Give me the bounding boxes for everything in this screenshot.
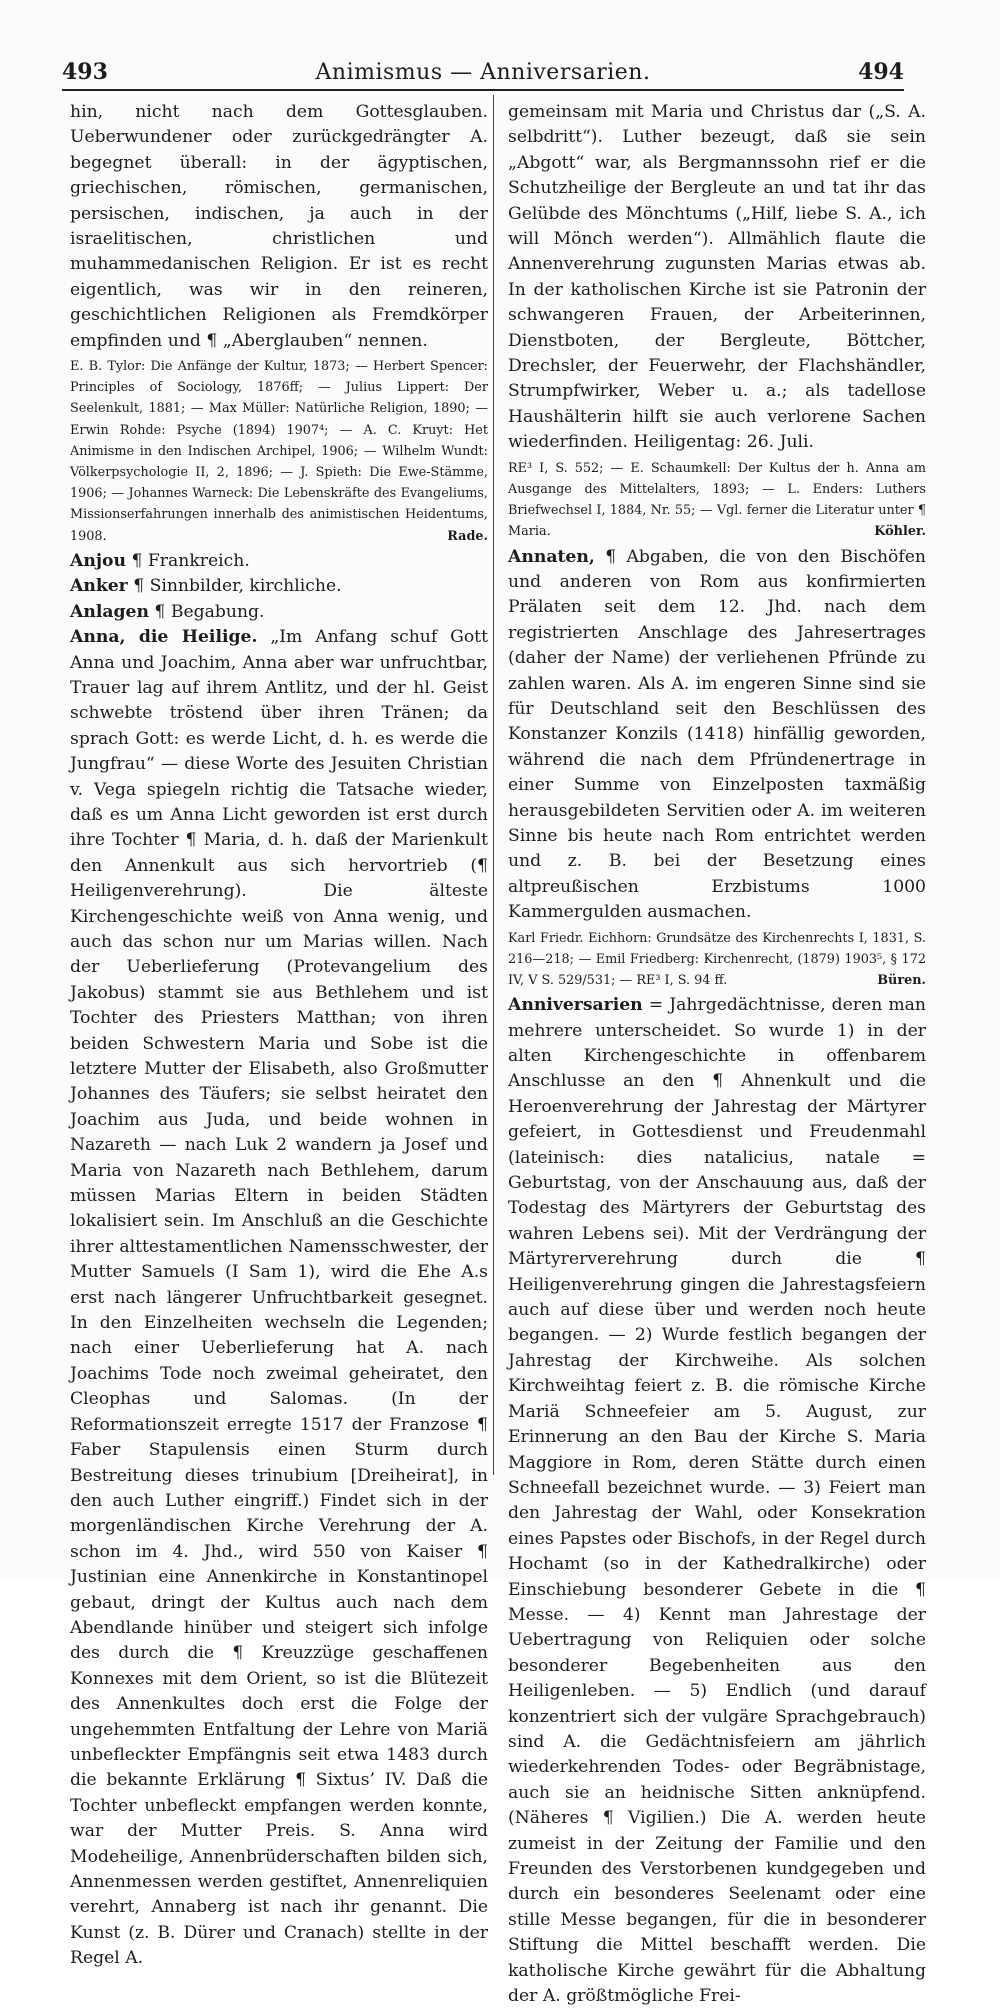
entry-annaten [508,545,926,926]
headword: Anjou [70,550,127,571]
entry-text: ¶ Sinnbilder, kirchliche. [127,576,342,597]
right-page-number: 494 [858,59,904,85]
headword: Anlagen [70,601,149,622]
entry-anker [70,574,488,599]
entry-text: ¶ Begabung. [148,601,265,622]
entry-anlagen [70,600,488,625]
anna-references [508,458,926,543]
anna-continuation: gemeinsam mit Maria und Christus dar („S. A. selbdritt“). Luther bezeugt, daß sie sein „Abgott“ war, als Bergmannssohn rief er die Schutzheilige der Bergleute an und tat ihr das Gelübde des Mönchtums („Hilf, liebe S. A., ich will Mönch werden“). Allmählich flaute die Annenverehrung zugunsten Marias etwas ab. In der katholischen Kirche ist sie Patronin der schwangeren Frauen, der Arbeiterinnen, Dienstboten, der Bergleute, Böttcher, Drechsler, der Feuerwehr, der Flachshändler, Strumpfwirker, Weber u. a.; als tadellose Haushälterin hilft sie auch verlorene Sachen wiederfinden. Heiligentag: 26. Juli. [508,102,926,453]
entry-anjou [70,549,488,574]
annaten-references [508,928,926,992]
running-title: Animismus — Anniversarien. [315,59,651,85]
right-column [508,100,926,2009]
column-divider [493,95,494,1475]
entry-text: „Im Anfang schuf Gott Anna und Joachim, Anna aber war unfruchtbar, Trauer lag auf ihrem Antlitz, und der hl. Geist schwebte tröstend über ihren Tränen; da sprach Gott: es werde Licht, d. h. es werde die Jungfrau“ — diese Worte des Jesuiten Christian v. Vega spiegeln richtig die Tatsache wieder, daß es um Anna Licht geworden ist erst durch ihre Tochter ¶ Maria, d. h. daß der Marienkult den Annenkult aus sich hervortrieb (¶ Heiligenverehrung). Die älteste Kirchengeschichte weiß von Anna wenig, und auch das schon nur um Marias willen. Nach der Ueberlieferung (Protevangelium des Jakobus) stammt sie aus Bethlehem und ist Tochter des Priesters Matthan; von ihren beiden Schwestern Maria und Sobe ist die letztere Mutter der Elisabeth, also Großmutter Johannes des Täufers; sie selbst heiratet den Joachim aus Juda, und beide wohnen in Nazareth — nach Luk 2 wandern ja Josef und Maria von Nazareth nach Bethlehem, darum müssen Marias Eltern in beiden Städten lokalisiert sein. Im Anschluß an die Geschichte ihrer alttestamentlichen Namensschwester, der Mutter Samuels (I Sam 1), wird die Ehe A.s erst nach längerer Unfruchtbarkeit gesegnet. In den Einzelheiten wechseln die Legenden; nach einer Ueberlieferung hat A. nach Joachims Tode noch zweimal geheiratet, den Cleophas und Salomas. (In der Reformationszeit erregte 1517 der Franzose ¶ Faber Stapulensis einen Sturm durch Bestreitung dieses trinubium [Dreiheirat], in den auch Luther eingriff.) Findet sich in der morgenländischen Kirche Verehrung der A. schon im 4. Jhd., wird 550 von Kaiser ¶ Justinian eine Annenkirche in Konstantinopel gebaut, dringt der Kultus auch nach dem Abendlande hinüber und steigert sich infolge des durch die ¶ Kreuzzüge geschaffenen Konnexes mit dem Orient, so ist die Blütezeit des Annenkultes doch erst die Folge der ungehemmten Entfaltung der Lehre von Mariä unbefleckter Empfängnis seit etwa 1483 durch die bekannte Erklärung ¶ Sixtus’ IV. Daß die Tochter unbefleckt empfangen werden konnte, war der Mutter Preis. S. Anna wird Modeheilige, Annenbrüderschaften bilden sich, Annenmessen werden gestiftet, Annenreliquien verehrt, Annaberg ist nach ihr genannt. Die Kunst (z. B. Dürer und Cranach) stellte in der Regel A. [70,627,488,1969]
entry-text: ¶ Frankreich. [126,550,250,571]
ref-text: E. B. Tylor: Die Anfänge der Kultur, 1873; — Herbert Spencer: Principles of Sociology, 1876ff; — Julius Lippert: Der Seelenkult, 1881; — Max Müller: Natürliche Religion, 1890; — Erwin Rohde: Psyche (1894) 1907⁴; — A. C. Kruyt: Het Animisme in den Indischen Archipel, 1906; — Wilhelm Wundt: Völkerpsychologie II, 2, 1896; — J. Spieth: Die Ewe-Stämme, 1906; — Johannes Warneck: Die Lebenskräfte des Evangeliums, Missionserfahrungen innerhalb des animistischen Heidentums, 1908. [70,359,488,544]
headword: Anker [70,576,128,597]
animismus-continuation: hin, nicht nach dem Gottesglauben. Ueberwundener oder zurückgedrängter A. begegnet überall: in der ägyptischen, griechischen, römischen, germanischen, persischen, indischen, ja auch in der israelitischen, christlichen und muhammedanischen Religion. Er ist es recht eigentlich, was wir in den reineren, geschichtlichen Religionen als Fremdkörper empfinden und ¶ „Aberglauben“ nennen. [70,102,488,351]
animismus-references [70,356,488,547]
headword: Anna, die Heilige. [70,627,258,648]
ref-text: RE³ I, S. 552; — E. Schaumkell: Der Kultus der h. Anna am Ausgange des Mittelalters, 1893; — L. Enders: Luthers Briefwechsel I, 1884, Nr. 55; — Vgl. ferner die Literatur unter ¶ Maria. [508,460,926,540]
headword: Anniversarien [508,995,643,1016]
author-signature: Büren. [877,973,926,988]
headword: Annaten, [508,546,595,567]
entry-text: = Jahrgedächtnisse, deren man mehrere unterscheidet. So wurde 1) in der alten Kirchengeschichte in offenbarem Anschlusse an den ¶ Ahnenkult und die Heroenverehrung der Jahrestag der Märtyrer gefeiert, in Gottesdienst und Freudenmahl (lateinisch: dies natalicius, natale = Geburtstag, von der Anschauung aus, daß der Todestag des Märtyrers der Geburtstag des wahren Lebens sei). Mit der Verdrängung der Märtyrerverehrung durch die ¶ Heiligenverehrung gingen die Jahrestagsfeiern auch auf diese über und werden noch heute begangen. — 2) Wurde festlich begangen der Jahrestag der Kirchweihe. Als solchen Kirchweihtag feiert z. B. die römische Kirche Mariä Schneefeier am 5. August, zur Erinnerung an den Bau der Kirche S. Maria Maggiore in Rom, deren Stätte durch einen Schneefall bezeichnet wurde. — 3) Feiert man den Jahrestag der Wahl, oder Konsekration eines Papstes oder Bischofs, in der Regel durch Hochamt (so in der Kathedralkirche) oder Einschiebung besonderer Gebete in die ¶ Messe. — 4) Kennt man Jahrestage der Uebertragung von Reliquien oder solche besonderer Begebenheiten aus den Heiligenleben. — 5) Endlich (und darauf konzentriert sich der vulgäre Sprachgebrauch) sind A. die Gedächtnisfeiern am jährlich wiederkehrenden Todes- oder Begräbnistage, auch sie an heidnische Sitten anknüpfend. (Näheres ¶ Vigilien.) Die A. werden heute zumeist in der Zeitung der Familie und den Freunden des Verstorbenen kundgegeben und durch ein besonderes Seelenamt oder eine stille Messe begangen, für die in besonderer Stiftung die Mittel beschafft werden. Die katholische Kirche gewährt für die Abhaltung der A. größtmögliche Frei- [508,995,926,2007]
running-header [62,55,904,91]
entry-anna [70,625,488,1972]
entry-anniversarien [508,993,926,2009]
left-column [70,100,488,1972]
author-signature: Köhler. [874,524,926,540]
author-signature: Rade. [447,528,488,544]
left-page-number: 493 [62,59,108,85]
entry-text: ¶ Abgaben, die von den Bischöfen und anderen von Rom aus konfirmierten Prälaten seit dem 12. Jhd. nach dem registrierten Anschlage des Jahresertrages (daher der Name) der verliehenen Pfründe zu zahlen waren. Als A. im engeren Sinne sind sie für Deutschland seit den Beschlüssen des Konstanzer Konzils (1418) hinfällig geworden, während die nach dem Pfründenertrage in einer Summe von Einzelposten taxmäßig herausgebildeten Servitien oder A. im weiteren Sinne bis heute nach Rom entrichtet werden und z. B. bei der Besetzung eines altpreußischen Erzbistums 1000 Kammergulden ausmachen. [508,546,926,923]
ref-text: Karl Friedr. Eichhorn: Grundsätze des Kirchenrechts I, 1831, S. 216—218; — Emil Friedberg: Kirchenrecht, (1879) 1903⁵, § 172 IV, V S. 529/531; — RE³ I, S. 94 ff. [508,930,926,988]
